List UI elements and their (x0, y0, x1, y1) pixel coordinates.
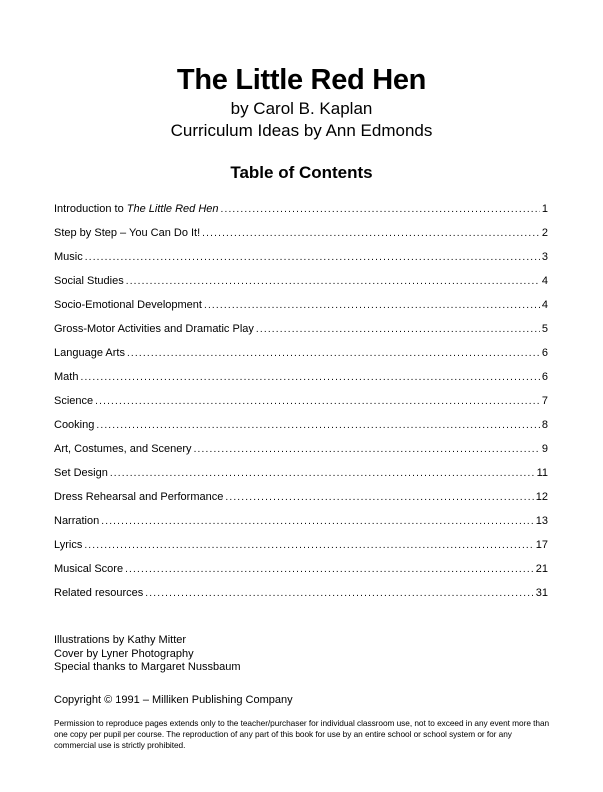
toc-dot-leader (221, 204, 540, 215)
toc-entry (54, 227, 548, 251)
toc-entry-label-text: Narration (54, 515, 100, 527)
toc-dot-leader (80, 372, 539, 383)
toc-entry-label (54, 371, 78, 383)
toc-entry-label (54, 419, 94, 431)
toc-dot-leader (101, 516, 534, 527)
toc-entry (54, 563, 548, 587)
credit-cover: Cover by Lyner Photography (54, 647, 194, 660)
table-of-contents (54, 203, 548, 611)
toc-entry-page: 6 (541, 371, 548, 383)
toc-dot-leader (204, 300, 540, 311)
toc-entry-label-text: Cooking (54, 419, 95, 431)
toc-entry-page: 21 (535, 563, 548, 575)
toc-entry-label (54, 587, 143, 599)
toc-entry-label-text: Science (54, 395, 94, 407)
toc-entry (54, 347, 548, 371)
toc-entry-label (54, 395, 93, 407)
toc-dot-leader (256, 324, 540, 335)
toc-entry-page: 12 (535, 491, 548, 503)
toc-entry-label (54, 443, 192, 455)
toc-entry-label (54, 539, 82, 551)
toc-dot-leader (127, 348, 540, 359)
toc-entry-label (54, 227, 200, 239)
toc-dot-leader (95, 396, 540, 407)
toc-entry (54, 371, 548, 395)
toc-entry-label-text: Math (54, 371, 79, 383)
toc-entry-label (54, 203, 219, 215)
toc-entry-page: 4 (541, 275, 548, 287)
curriculum-line: Curriculum Ideas by Ann Edmonds (170, 121, 433, 140)
toc-entry-page: 4 (541, 299, 548, 311)
toc-entry-label-text: Musical Score (54, 563, 124, 575)
author-line: by Carol B. Kaplan (230, 99, 373, 118)
toc-entry (54, 419, 548, 443)
toc-entry (54, 491, 548, 515)
toc-dot-leader (84, 540, 533, 551)
toc-entry (54, 251, 548, 275)
toc-entry-page: 9 (541, 443, 548, 455)
toc-entry-page: 1 (541, 203, 548, 215)
toc-entry (54, 539, 548, 563)
toc-entry-label (54, 563, 123, 575)
toc-entry-label-text: Language Arts (54, 347, 125, 359)
toc-entry (54, 203, 548, 227)
toc-entry-label (54, 347, 125, 359)
toc-entry-label-text: Related resources (54, 587, 144, 599)
toc-entry (54, 587, 548, 611)
toc-dot-leader (126, 276, 540, 287)
toc-entry-label-text: Set Design (54, 467, 108, 479)
toc-entry-label-text: Socio-Emotional Development (54, 299, 202, 311)
toc-dot-leader (202, 228, 540, 239)
toc-dot-leader (194, 444, 540, 455)
toc-entry-page: 5 (541, 323, 548, 335)
toc-entry-page: 11 (536, 467, 548, 479)
toc-entry-label-text: Lyrics (54, 539, 83, 551)
toc-entry-page: 13 (535, 515, 548, 527)
toc-entry-page: 31 (535, 587, 548, 599)
toc-entry (54, 395, 548, 419)
permission-notice: Permission to reproduce pages extends only to the teacher/purchaser for individual classroom use, not to exceed in any event more than one copy per pupil per course. The reproduction of any part of this book for use by an entire school or school system or for any commercial use is strictly prohibited. (54, 718, 550, 750)
credit-thanks: Special thanks to Margaret Nussbaum (54, 661, 241, 673)
toc-entry-label (54, 323, 254, 335)
toc-dot-leader (96, 420, 540, 431)
toc-entry-page: 6 (541, 347, 548, 359)
credit-illustrations: Illustrations by Kathy Mitter (54, 634, 187, 646)
toc-entry-label-text: Step by Step – You Can Do It! (54, 227, 201, 239)
toc-entry-label-text: Music (54, 251, 83, 263)
book-title: The Little Red Hen (176, 64, 427, 96)
toc-entry-label-text: Art, Costumes, and Scenery (54, 443, 192, 455)
toc-entry (54, 299, 548, 323)
toc-entry-label (54, 299, 202, 311)
toc-dot-leader (145, 588, 533, 599)
toc-heading: Table of Contents (230, 163, 373, 182)
toc-entry (54, 443, 548, 467)
toc-entry-label (54, 467, 108, 479)
toc-dot-leader (125, 564, 534, 575)
toc-entry (54, 467, 548, 491)
toc-entry-page: 8 (541, 419, 548, 431)
toc-entry-page: 7 (541, 395, 548, 407)
toc-dot-leader (110, 468, 535, 479)
toc-entry (54, 323, 548, 347)
toc-entry-label-text: Social Studies (54, 275, 124, 287)
copyright-line: Copyright © 1991 – Milliken Publishing Company (54, 694, 293, 706)
toc-entry-label-text: Introduction to (54, 203, 127, 215)
toc-entry-label (54, 251, 83, 263)
toc-entry-label (54, 515, 99, 527)
toc-entry-page: 17 (535, 539, 548, 551)
toc-entry-label-italic: The Little Red Hen (126, 203, 219, 215)
toc-entry-label (54, 491, 223, 503)
toc-entry (54, 515, 548, 539)
toc-dot-leader (85, 252, 540, 263)
toc-entry-label-text: Gross-Motor Activities and Dramatic Play (54, 323, 254, 335)
toc-entry (54, 275, 548, 299)
toc-entry-label-text: Dress Rehearsal and Performance (54, 491, 224, 503)
toc-entry-label (54, 275, 124, 287)
toc-entry-page: 2 (541, 227, 548, 239)
credits (54, 634, 240, 675)
toc-dot-leader (225, 492, 533, 503)
toc-entry-page: 3 (541, 251, 548, 263)
